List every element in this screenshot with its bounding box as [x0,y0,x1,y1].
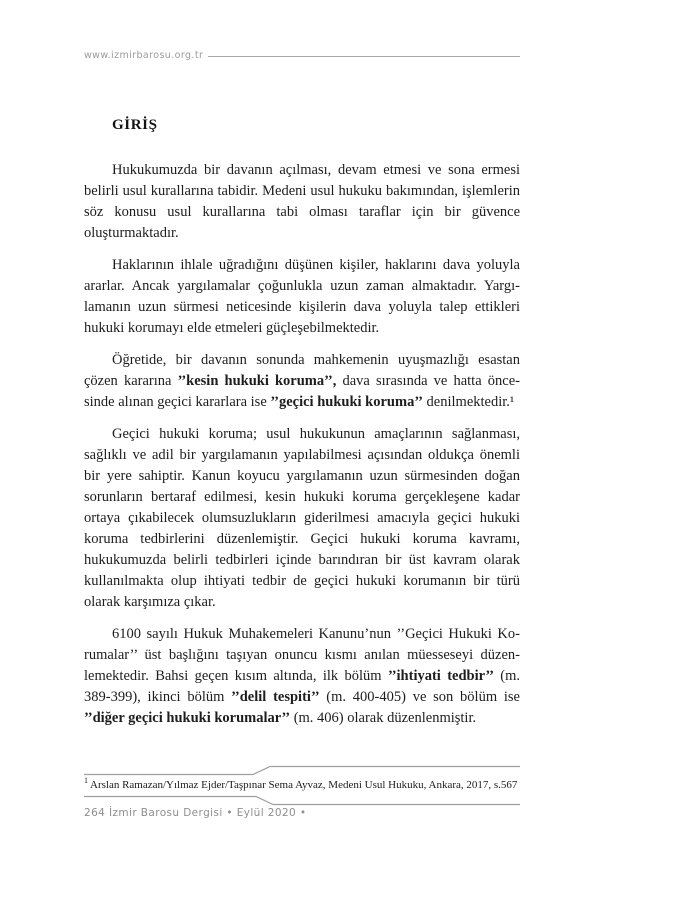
header-url: www.izmirbarosu.org.tr [84,50,204,61]
paragraph [84,255,520,339]
text-run: (m. 400-405) ve son bölüm ise [319,689,520,705]
header-rule [208,56,520,57]
bold-text-run: ’’delil tespiti’’ [231,689,320,705]
text-run: (m. 406) olarak düzenlenmiştir. [290,710,477,726]
section-title: GİRİŞ [112,117,158,133]
paragraph [84,424,520,613]
footnote-separator-line [84,765,520,776]
page-footer-area [84,765,520,819]
bold-text-run: ’’diğer geçici hukuki korumalar’’ [84,710,291,726]
page-header [84,50,520,61]
text-run: dava sırasında ve hatta öncesinde alınan geçici kararlara ise [84,373,520,410]
page-number-footer: 264 İzmir Barosu Dergisi • Eylül 2020 • [84,807,307,819]
text-run: denilmektedir.¹ [422,394,515,410]
text-run: 6100 sayılı Hukuk Muhakemeleri Kanunu’nun ’’Geçici Hukuki Korumalar’’ üst başlığını taşıyan onuncu kısmı anılan müesseseyi düzenlemektedir. Bahsi geçen kısım altında, ilk bölüm [84,626,520,684]
text-run: Öğretide, bir davanın sonunda mahkemenin uyuşmazlığı esastan çözen kararına [84,352,520,389]
paragraph [84,160,520,244]
text-run: (m. 389-399), ikinci bölüm [84,668,521,705]
bold-text-run: ’’kesin hukuki koruma’’, [177,373,337,389]
footer-rule-line [84,795,520,806]
bold-text-run: ’’geçici hukuki koruma’’ [270,394,423,410]
footnote-marker: 1 [84,776,88,786]
footnote [84,778,520,792]
article-body [84,117,520,740]
paragraph [84,350,520,413]
text-run: Haklarının ihlale uğradığını düşünen kişiler, haklarını dava yoluyla ararlar. Ancak yargılamalar çoğunlukla uzun zaman almaktadır. Yargılamanın uzun sürmesi neticesinde kişilerin dava yoluyla talep ettikleri hukuki korumayı elde etmeleri güçleşebilmektedir. [84,257,520,336]
text-run: Geçici hukuki koruma; usul hukukunun amaçlarının sağlanması, sağlıklı ve adil bir yargılamanın yapılabilmesi açısından oldukça önemli bir yere sahiptir. Kanun koyucu yargılamanın uzun sürmesinden doğan sorunların bertaraf edilmesi, kesin hukuki koruma gerçekleşene kadar ortaya çıkabilecek olumsuzlukların giderilmesi amacıyla geçici hukuki koruma tedbirlerini düzenlemiştir. Geçici hukuki koruma kavramı, hukukumuzda belirli tedbirleri içinde barındıran bir üst kavram olarak kullanılmakta olup ihtiyati tedbir de geçici hukuki korumanın bir türü olarak karşımıza çıkar. [84,426,520,610]
bold-text-run: ’’ihtiyati tedbir’’ [387,668,494,684]
footnote-text: Arslan Ramazan/Yılmaz Ejder/Taşpınar Sema Ayvaz, Medeni Usul Hukuku, Ankara, 2017, s.567 [90,779,518,791]
text-run: Hukukumuzda bir davanın açılması, devam etmesi ve sona ermesi belirli usul kurallarına tabidir. Medeni usul hukuku bakımından, işlemlerin söz konusu usul kurallarına tabi olması taraflar için bir güvence oluşturmaktadır. [84,162,520,241]
paragraph [84,624,520,729]
